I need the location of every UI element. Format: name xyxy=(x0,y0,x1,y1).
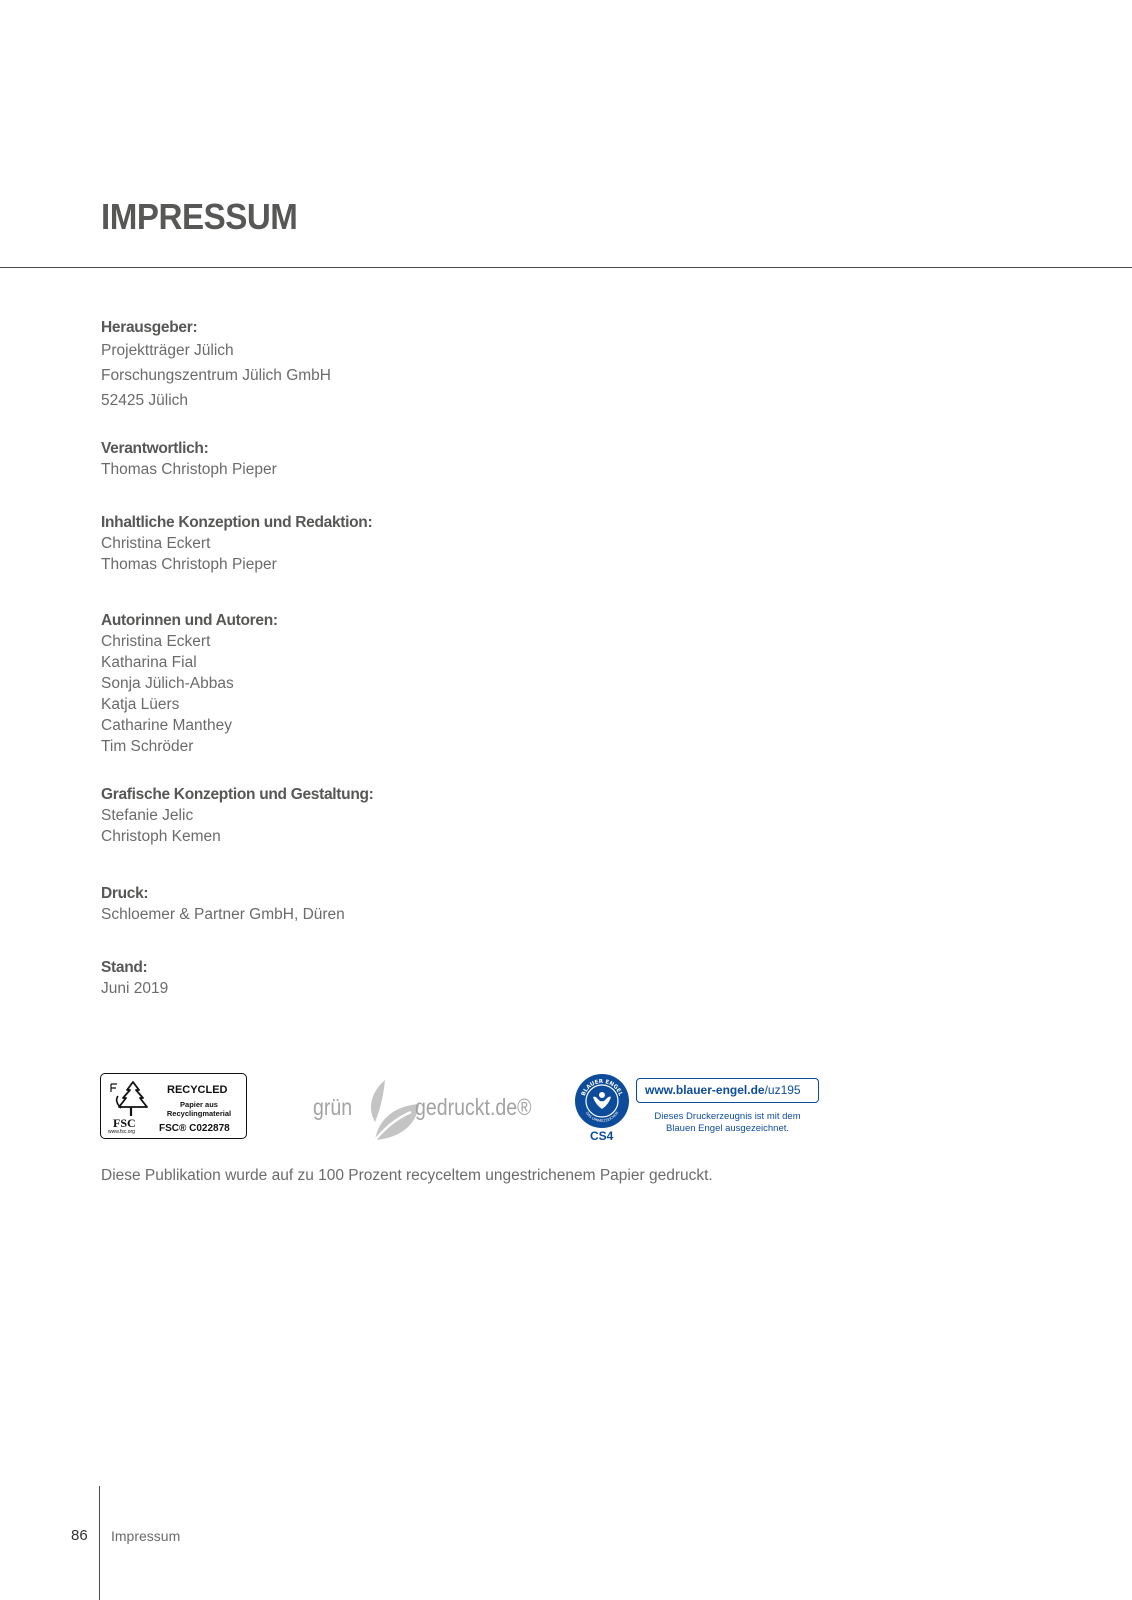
section-line: Catharine Manthey xyxy=(101,717,232,734)
section-line: Stefanie Jelic xyxy=(101,807,194,824)
section-line: Juni 2019 xyxy=(101,980,169,997)
section-gestaltung xyxy=(101,785,374,847)
section-stand xyxy=(101,958,168,999)
note-line: Dieses Druckerzeugnis ist mit dem xyxy=(654,1111,801,1122)
fsc-code: FSC® C022878 xyxy=(159,1123,230,1134)
section-label: Herausgeber: xyxy=(101,319,198,336)
running-footer: Impressum xyxy=(111,1528,181,1544)
gruen-text: grün xyxy=(313,1094,353,1120)
section-herausgeber xyxy=(101,318,331,413)
section-line: Thomas Christoph Pieper xyxy=(101,556,277,573)
section-line: Katja Lüers xyxy=(101,696,180,713)
section-redaktion xyxy=(101,513,372,575)
blauer-engel-note xyxy=(636,1111,819,1135)
section-label: Inhaltliche Konzeption und Redaktion: xyxy=(101,514,373,531)
section-line: Christina Eckert xyxy=(101,535,211,552)
gedruckt-text: gedruckt.de® xyxy=(415,1094,532,1120)
section-label: Verantwortlich: xyxy=(101,440,209,457)
leaf-icon xyxy=(365,1078,421,1142)
note-line: Blauen Engel ausgezeichnet. xyxy=(665,1123,790,1134)
section-autoren xyxy=(101,611,278,757)
section-label: Autorinnen und Autoren: xyxy=(101,612,278,629)
cs-code: CS4 xyxy=(590,1129,614,1143)
seal-bottom-text: DAS UMWELTZEICHEN xyxy=(584,1111,620,1124)
section-line: Sonja Jülich-Abbas xyxy=(101,675,234,692)
section-line: Forschungszentrum Jülich GmbH xyxy=(101,367,331,384)
title-divider xyxy=(0,267,1132,268)
certification-logos xyxy=(100,1073,840,1143)
blauer-engel-url xyxy=(636,1078,819,1103)
section-verantwortlich xyxy=(101,439,277,480)
section-line: Schloemer & Partner GmbH, Düren xyxy=(101,906,345,923)
section-label: Grafische Konzeption und Gestaltung: xyxy=(101,786,374,803)
page-number: 86 xyxy=(71,1527,88,1544)
blauer-engel-seal-icon xyxy=(574,1073,630,1129)
url-bold: www.blauer-engel.de xyxy=(645,1083,765,1097)
fsc-subtitle-line: Recyclingmaterial xyxy=(166,1109,232,1118)
fsc-word: FSC xyxy=(113,1116,136,1130)
fsc-subtitle xyxy=(159,1100,239,1118)
url-rest: /uz195 xyxy=(764,1083,801,1097)
fsc-logo xyxy=(100,1073,247,1139)
section-druck xyxy=(101,884,345,925)
section-line: Tim Schröder xyxy=(101,738,194,755)
section-line: Thomas Christoph Pieper xyxy=(101,461,277,478)
footer-divider xyxy=(99,1486,100,1600)
blauer-engel-logo xyxy=(574,1073,844,1148)
section-line: Projektträger Jülich xyxy=(101,342,234,359)
section-label: Druck: xyxy=(101,885,149,902)
section-line: 52425 Jülich xyxy=(101,392,189,409)
page-title: IMPRESSUM xyxy=(101,196,298,237)
section-label: Stand: xyxy=(101,959,148,976)
fsc-recycled: RECYCLED xyxy=(167,1084,228,1096)
gruengedruckt-logo xyxy=(313,1078,533,1142)
section-line: Christoph Kemen xyxy=(101,828,221,845)
section-line: Christina Eckert xyxy=(101,633,211,650)
paper-note: Diese Publikation wurde auf zu 100 Prozent recyceltem ungestrichenem Papier gedruckt. xyxy=(101,1167,713,1184)
fsc-url: www.fsc.org xyxy=(108,1129,135,1135)
seal-top-text: BLAUER ENGEL xyxy=(580,1078,624,1097)
fsc-subtitle-line: Papier aus xyxy=(180,1100,218,1109)
section-line: Katharina Fial xyxy=(101,654,197,671)
